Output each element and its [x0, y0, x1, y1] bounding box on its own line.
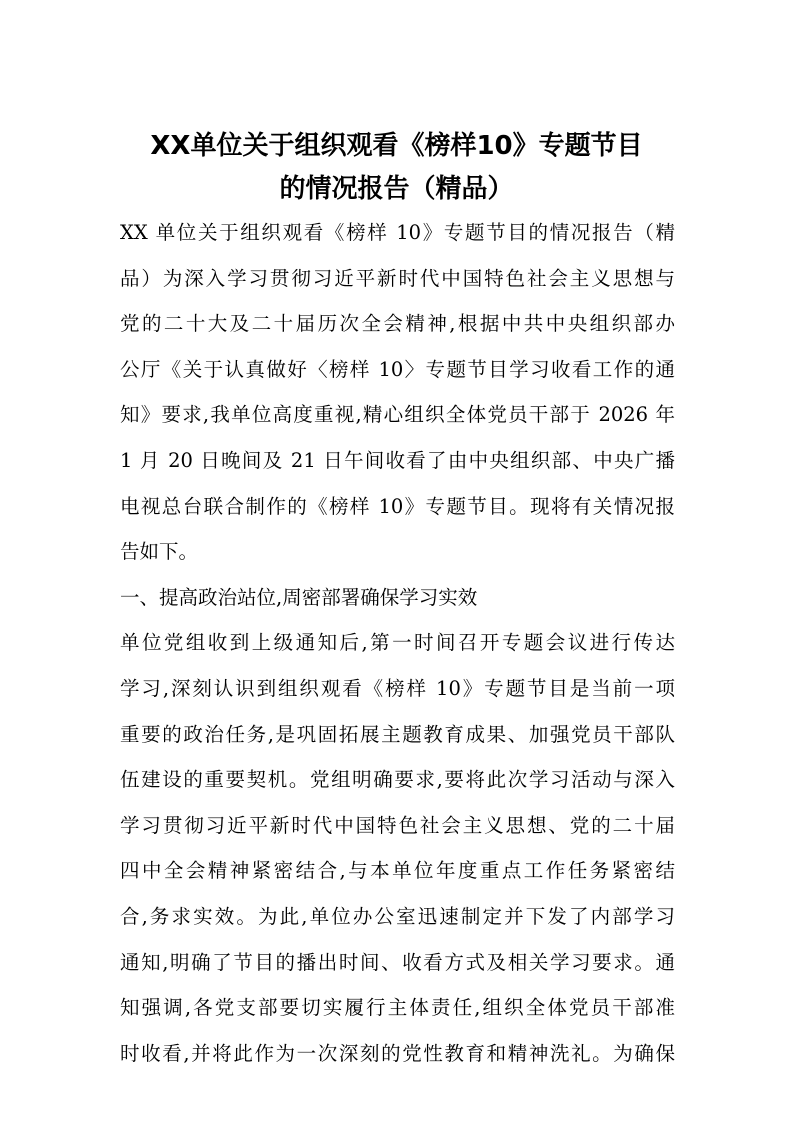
body-line: 公厅《关于认真做好〈榜样 10〉专题节目学习收看工作的通: [120, 357, 675, 381]
body-line: 告如下。: [120, 540, 199, 564]
body-line: 知》要求,我单位高度重视,精心组织全体党员干部于 2026 年: [120, 403, 675, 427]
body-line: 合,务求实效。为此,单位办公室迅速制定并下发了内部学习: [120, 904, 675, 928]
body-line: 知强调,各党支部要切实履行主体责任,组织全体党员干部准: [120, 996, 675, 1020]
body-line: 重要的政治任务,是巩固拓展主题教育成果、加强党员干部队: [120, 722, 675, 746]
body-line: 学习,深刻认识到组织观看《榜样 10》专题节目是当前一项: [120, 676, 675, 700]
body-line: 时收看,并将此作为一次深刻的党性教育和精神洗礼。为确保: [120, 1041, 675, 1065]
body-line: 电视总台联合制作的《榜样 10》专题节目。现将有关情况报: [120, 494, 675, 518]
body-line: 1 月 20 日晚间及 21 日午间收看了由中央组织部、中央广播: [120, 448, 675, 472]
body-line: 品）为深入学习贯彻习近平新时代中国特色社会主义思想与: [120, 266, 675, 290]
body-line: 党的二十大及二十届历次全会精神,根据中共中央组织部办: [120, 312, 675, 336]
document-title-line-2: 的情况报告（精品）: [279, 174, 514, 204]
body-line: XX 单位关于组织观看《榜样 10》专题节目的情况报告（精: [120, 221, 675, 244]
document-body: [120, 210, 675, 1076]
section-heading: 一、提高政治站位,周密部署确保学习实效: [120, 585, 478, 609]
body-line: 单位党组收到上级通知后,第一时间召开专题会议进行传达: [120, 631, 675, 655]
body-line: 通知,明确了节目的播出时间、收看方式及相关学习要求。通: [120, 950, 675, 974]
body-line: 四中全会精神紧密结合,与本单位年度重点工作任务紧密结: [120, 859, 675, 883]
body-line: 学习贯彻习近平新时代中国特色社会主义思想、党的二十届: [120, 813, 675, 837]
body-line: 伍建设的重要契机。党组明确要求,要将此次学习活动与深入: [120, 768, 675, 792]
document-title-line-1: XX单位关于组织观看《榜样10》专题节目: [150, 131, 643, 161]
